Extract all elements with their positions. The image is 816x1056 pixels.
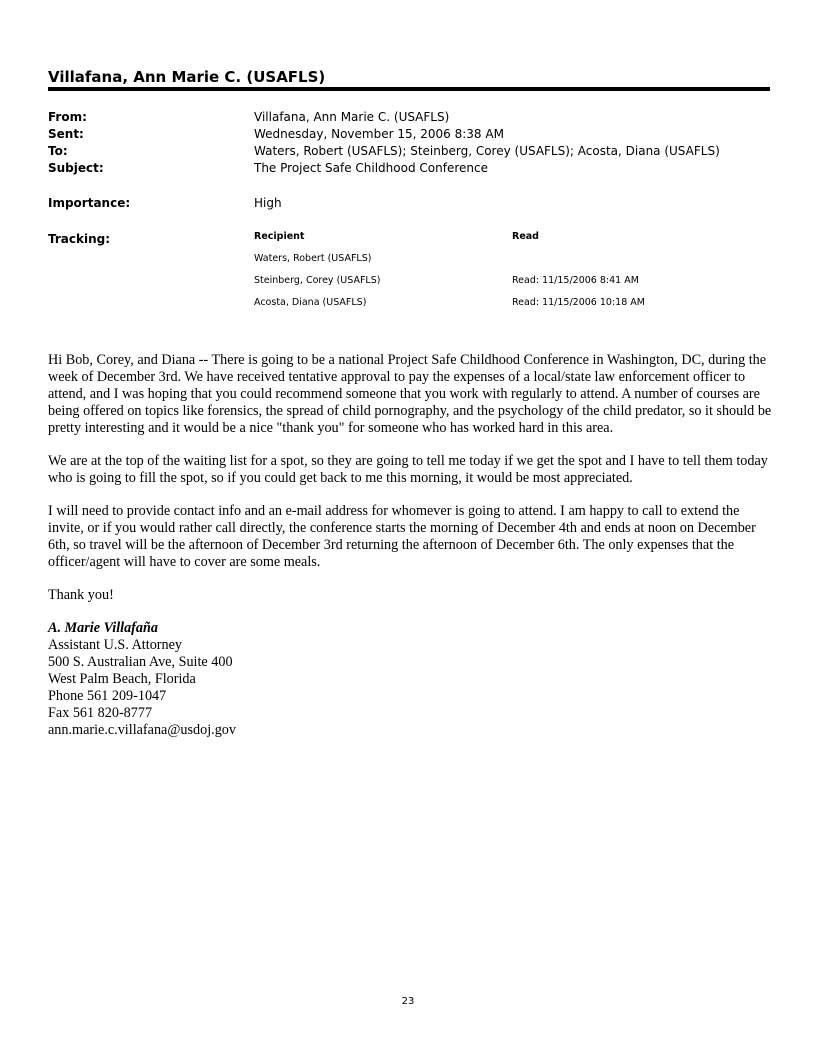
- signature-fax: Fax 561 820-8777: [48, 705, 153, 721]
- tracking-recipient: Acosta, Diana (USAFLS): [254, 297, 367, 308]
- page-number: 23: [401, 996, 415, 1007]
- tracking-col-read: Read: [512, 231, 539, 242]
- importance-value: High: [254, 196, 282, 210]
- sent-value: Wednesday, November 15, 2006 8:38 AM: [254, 127, 504, 141]
- importance-label: Importance:: [48, 196, 131, 210]
- signature-block: [48, 620, 773, 739]
- tracking-label: Tracking:: [48, 232, 111, 246]
- signature-address-line-1: 500 S. Australian Ave, Suite 400: [48, 654, 233, 670]
- body-paragraph-2: We are at the top of the waiting list for a spot, so they are going to tell me today if we get the spot and I have to tell them today who is going to fill the spot, so if you could get back to me this morning, it would be most appreciated.: [48, 453, 768, 486]
- tracking-read: Read: 11/15/2006 8:41 AM: [512, 275, 639, 286]
- subject-label: Subject:: [48, 161, 104, 175]
- tracking-recipient: Waters, Robert (USAFLS): [254, 253, 372, 264]
- signature-email: ann.marie.c.villafana@usdoj.gov: [48, 722, 236, 738]
- email-title: Villafana, Ann Marie C. (USAFLS): [48, 68, 326, 86]
- from-label: From:: [48, 110, 87, 124]
- body-paragraph-1: Hi Bob, Corey, and Diana -- There is going to be a national Project Safe Childhood Conference in Washington, DC, during the week of December 3rd. We have received tentative approval to pay the expenses of a local/state law enforcement officer to attend, and I was hoping that you could recommend someone that you work with regularly to attend. A number of courses are being offered on topics like forensics, the spread of child pornography, and the psychology of the child predator, so it should be pretty interesting and it would be a nice "thank you" for someone who has worked hard in this area.: [48, 352, 772, 436]
- tracking-recipient: Steinberg, Corey (USAFLS): [254, 275, 381, 286]
- body-paragraph-3: I will need to provide contact info and an e-mail address for whomever is going to attend. I am happy to call to extend the invite, or if you would rather call directly, the conference starts the morning of December 4th and ends at noon on December 6th, so travel will be the afternoon of December 3rd returning the afternoon of December 6th. The only expenses that the officer/agent will have to cover are some meals.: [48, 503, 756, 570]
- signature-address-line-2: West Palm Beach, Florida: [48, 671, 196, 687]
- subject-value: The Project Safe Childhood Conference: [254, 161, 488, 175]
- signature-phone: Phone 561 209-1047: [48, 688, 167, 704]
- tracking-read: Read: 11/15/2006 10:18 AM: [512, 297, 645, 308]
- to-value: Waters, Robert (USAFLS); Steinberg, Corey (USAFLS); Acosta, Diana (USAFLS): [254, 144, 720, 158]
- to-label: To:: [48, 144, 68, 158]
- signature-name: A. Marie Villafaña: [48, 620, 158, 636]
- signature-role: Assistant U.S. Attorney: [48, 637, 182, 653]
- body-paragraph-4: Thank you!: [48, 587, 114, 603]
- title-divider: [48, 87, 770, 91]
- tracking-col-recipient: Recipient: [254, 231, 305, 242]
- from-value: Villafana, Ann Marie C. (USAFLS): [254, 110, 450, 124]
- email-body: [48, 352, 773, 739]
- sent-label: Sent:: [48, 127, 84, 141]
